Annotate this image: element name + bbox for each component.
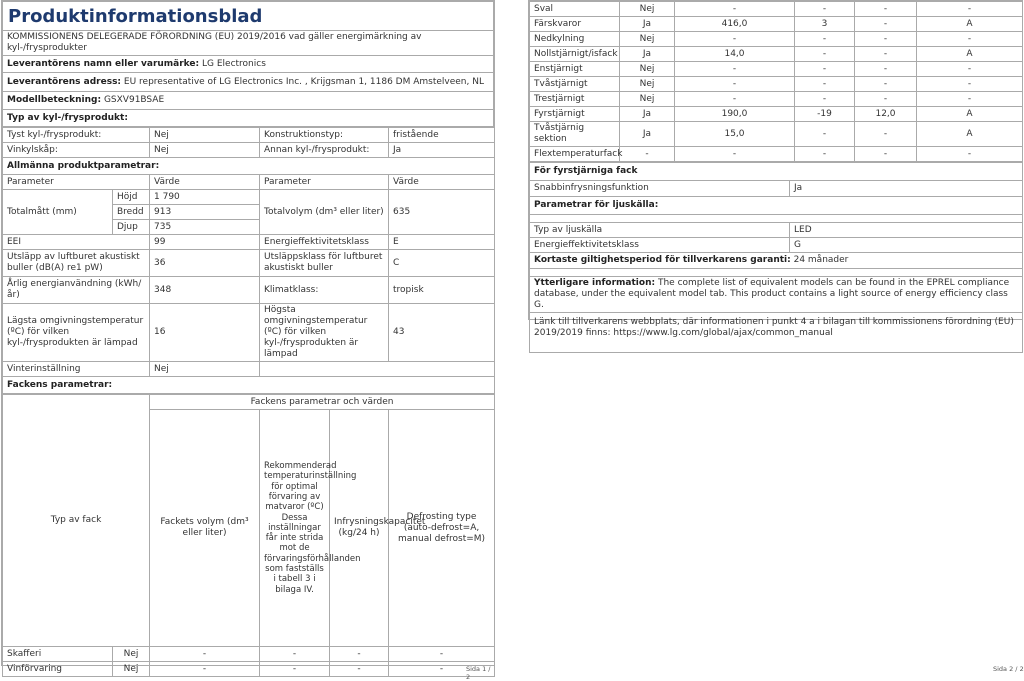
defrost-type-header: Defrosting type (auto-defrost=A, manual defrost=M) xyxy=(389,410,495,647)
page-2 xyxy=(527,0,1023,338)
manufacturer-link-text: Länk till tillverkarens webbplats, där informationen i punkt 4 a i bilagan till kommissionens förordning (EU) 2019/2019 finns: https://www.lg.com/global/ajax/common_manual xyxy=(530,313,1023,353)
other-label: Annan kyl-/frysprodukt: xyxy=(260,143,389,158)
model-value: GSXV91BSAE xyxy=(103,95,165,105)
fast-freeze-value: Ja xyxy=(790,181,1023,197)
table-row: Sval Nej - - - - xyxy=(530,2,1023,17)
light-params-heading: Parametrar för ljuskälla: xyxy=(530,197,1023,215)
light-class-value: G xyxy=(790,238,1023,253)
other-value: Ja xyxy=(389,143,495,158)
value-header-2: Värde xyxy=(389,175,495,190)
min-temp-value: 16 xyxy=(150,304,260,362)
energy-class-label: Energieffektivitetsklass xyxy=(260,235,389,250)
volume-label: Totalvolym (dm³ eller liter) xyxy=(260,190,389,235)
depth-value: 735 xyxy=(150,220,260,235)
compartment-section-heading: Fackens parametrar: xyxy=(3,377,495,394)
page-number-1: Sida 1 / 2 xyxy=(466,665,491,681)
page-2-frame xyxy=(528,0,1023,338)
silent-value: Nej xyxy=(150,128,260,143)
noise-class-value: C xyxy=(389,250,495,277)
recommended-temp-header: Rekommenderad temperaturinställning för optimal förvaring av matvaror (ºC) Dessa inställningar får inte strida mot de förvaringsförhållanden som fastställs i tabell 3 i bilaga IV. xyxy=(260,410,330,647)
eei-value: 99 xyxy=(150,235,260,250)
volume-value: 635 xyxy=(389,190,495,235)
fast-freeze-label: Snabbinfrysningsfunktion xyxy=(530,181,790,197)
depth-label: Djup xyxy=(113,220,150,235)
param-header: Parameter xyxy=(3,175,150,190)
eei-label: EEI xyxy=(3,235,150,250)
model-label: Modellbeteckning: xyxy=(7,95,102,105)
type-of-compartment-header: Typ av fack xyxy=(3,395,150,647)
wine-label: Vinkylskåp: xyxy=(3,143,150,158)
supplier-address-value: EU representative of LG Electronics Inc. , Krijgsman 1, 1186 DM Amstelveen, NL xyxy=(123,76,484,87)
max-temp-label: Högsta omgivningstemperatur (ºC) för vilken kyl-/frysprodukten är lämpad xyxy=(260,304,389,362)
light-type-label: Typ av ljuskälla xyxy=(530,223,790,238)
table-row: Fyrstjärnigt Ja 190,0 -19 12,0 A xyxy=(530,107,1023,122)
supplier-name-value: LG Electronics xyxy=(202,58,266,69)
light-class-label: Energieffektivitetsklass xyxy=(530,238,790,253)
compartment-group-header: Fackens parametrar och värden xyxy=(150,395,495,410)
table-row: Tvåstjärnig sektion Ja 15,0 - - A xyxy=(530,122,1023,147)
supplier-address-row xyxy=(3,73,494,92)
supplier-name-row xyxy=(3,56,494,73)
width-label: Bredd xyxy=(113,205,150,220)
page-title: Produktinformationsblad xyxy=(3,2,494,31)
extra-params-table xyxy=(529,162,1023,353)
wine-value: Nej xyxy=(150,143,260,158)
supplier-name-label: Leverantörens namn eller varumärke: xyxy=(7,58,200,69)
type-section-heading: Typ av kyl-/frysprodukt: xyxy=(3,110,494,127)
annual-energy-label: Årlig energianvändning (kWh/år) xyxy=(3,277,150,304)
guarantee-label: Kortaste giltighetsperiod för tillverkarens garanti: xyxy=(534,255,791,265)
dimensions-label: Totalmått (mm) xyxy=(3,190,113,235)
table-row: Nollstjärnigt/isfack Ja 14,0 - - A xyxy=(530,47,1023,62)
additional-info-value: The complete list of equivalent models can be found in the EPREL compliance database, under the equivalent model tab. This product contains a light source of energy efficiency class G. xyxy=(534,278,1010,310)
climate-label: Klimatklass: xyxy=(260,277,389,304)
page-number-2: Sida 2 / 2 xyxy=(993,665,1024,673)
table-row: Färskvaror Ja 416,0 3 - A xyxy=(530,17,1023,32)
four-star-heading: För fyrstjärniga fack xyxy=(530,163,1023,181)
table-row: Trestjärnigt Nej - - - - xyxy=(530,92,1023,107)
climate-value: tropisk xyxy=(389,277,495,304)
height-value: 1 790 xyxy=(150,190,260,205)
compartment-table-continued xyxy=(529,1,1023,162)
model-row xyxy=(3,92,494,110)
compartment-volume-header: Fackets volym (dm³ eller liter) xyxy=(150,410,260,647)
additional-info xyxy=(530,277,1023,313)
annual-energy-value: 348 xyxy=(150,277,260,304)
param-header-2: Parameter xyxy=(260,175,389,190)
table-row: Tvåstjärnigt Nej - - - - xyxy=(530,77,1023,92)
freezing-capacity-header: Infrysningskapacitet (kg/24 h) xyxy=(330,410,389,647)
regulation-text: KOMMISSIONENS DELEGERADE FÖRORDNING (EU) 2019/2016 vad gäller energimärkning av kyl-/frysprodukter xyxy=(3,31,494,56)
table-row: Enstjärnigt Nej - - - - xyxy=(530,62,1023,77)
table-row: Skafferi Nej - - - - xyxy=(3,647,495,662)
table-row: Vinförvaring Nej - - - - xyxy=(3,662,495,677)
light-type-value: LED xyxy=(790,223,1023,238)
general-section-heading: Allmänna produktparametrar: xyxy=(3,158,495,175)
table-row: Flextemperaturfack - - - - - xyxy=(530,147,1023,162)
compartment-table xyxy=(2,394,495,677)
noise-value: 36 xyxy=(150,250,260,277)
table-row: Nedkylning Nej - - - - xyxy=(530,32,1023,47)
energy-class-value: E xyxy=(389,235,495,250)
width-value: 913 xyxy=(150,205,260,220)
value-header: Värde xyxy=(150,175,260,190)
max-temp-value: 43 xyxy=(389,304,495,362)
page-1 xyxy=(0,0,496,681)
silent-label: Tyst kyl-/frysprodukt: xyxy=(3,128,150,143)
height-label: Höjd xyxy=(113,190,150,205)
winter-label: Vinterinställning xyxy=(3,362,150,377)
noise-label: Utsläpp av luftburet akustiskt buller (dB(A) re1 pW) xyxy=(3,250,150,277)
guarantee-value: 24 månader xyxy=(793,255,849,265)
construction-label: Konstruktionstyp: xyxy=(260,128,389,143)
additional-info-label: Ytterligare information: xyxy=(534,278,656,288)
header-table xyxy=(2,1,494,127)
guarantee-row xyxy=(530,253,1023,269)
min-temp-label: Lägsta omgivningstemperatur (ºC) för vilken kyl-/frysprodukten är lämpad xyxy=(3,304,150,362)
winter-value: Nej xyxy=(150,362,260,377)
supplier-address-label: Leverantörens adress: xyxy=(7,76,122,87)
noise-class-label: Utsläppsklass för luftburet akustiskt buller xyxy=(260,250,389,277)
construction-value: fristående xyxy=(389,128,495,143)
general-params-table xyxy=(2,127,495,394)
